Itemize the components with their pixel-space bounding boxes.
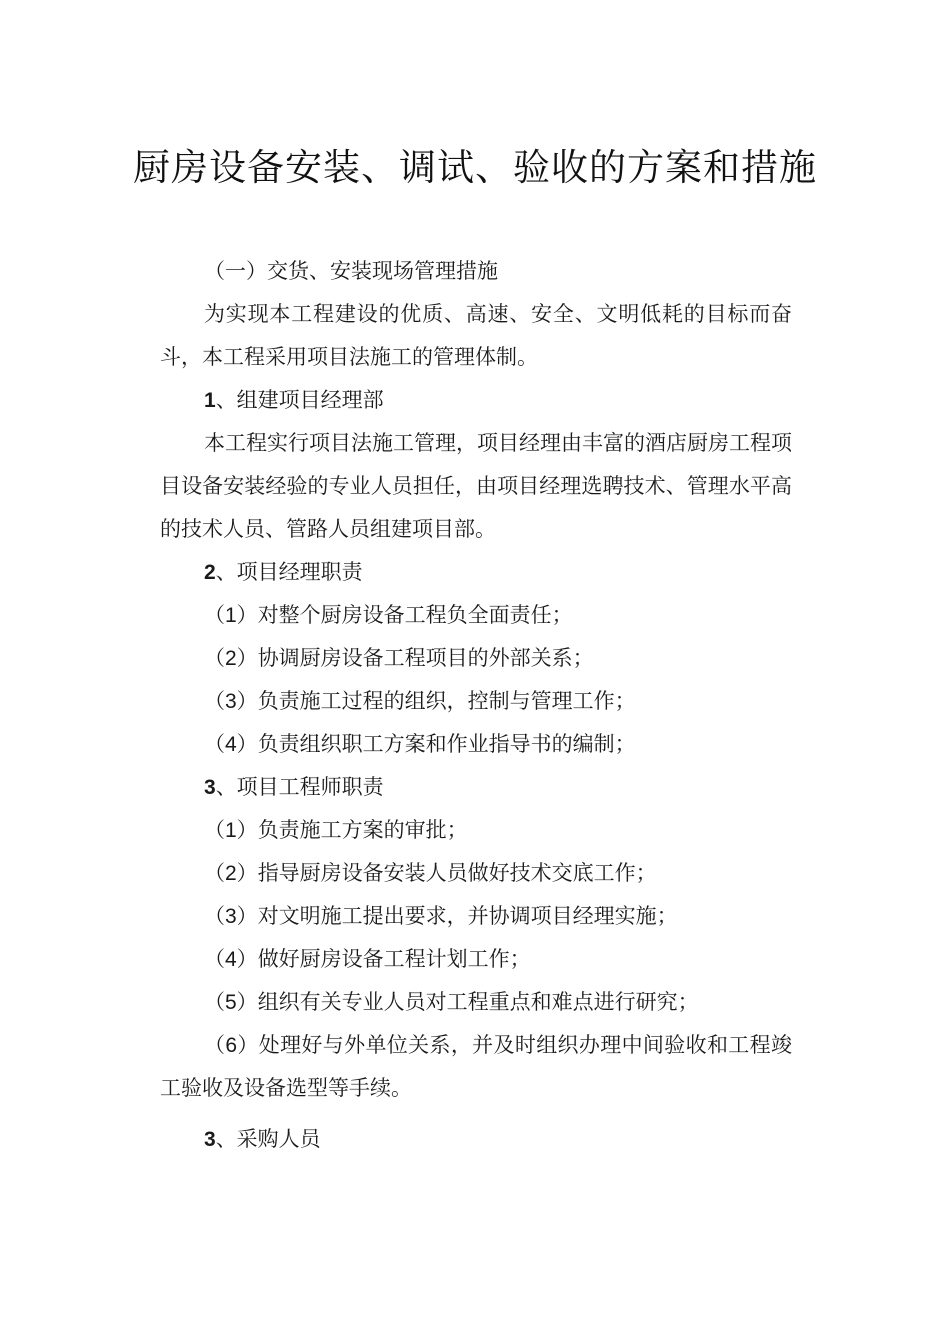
list-item-text: 处理好与外单位关系，并及时组织办理中间验收和工程竣工验收及设备选型等手续。 [160, 1033, 792, 1100]
list-item-text: 对整个厨房设备工程负全面责任； [257, 603, 573, 627]
list-item-number: （1） [204, 604, 258, 627]
section-4-heading [160, 1118, 792, 1161]
section-4-title: 、采购人员 [215, 1127, 321, 1151]
list-item-text: 负责施工过程的组织，控制与管理工作； [257, 689, 636, 713]
list-item [160, 723, 792, 766]
section-1-number: 1 [204, 389, 216, 412]
list-item-number: （2） [204, 647, 258, 670]
section-2-heading [160, 551, 792, 594]
list-item [160, 852, 792, 895]
list-item-number: （2） [204, 862, 258, 885]
list-item [160, 981, 792, 1024]
list-item-text: 做好厨房设备工程计划工作； [257, 947, 531, 971]
list-item-wrapped [160, 1024, 792, 1110]
section-3-number: 3 [204, 776, 216, 799]
list-item [160, 680, 792, 723]
section-2-number: 2 [204, 561, 216, 584]
list-item-text: 指导厨房设备安装人员做好技术交底工作； [257, 861, 657, 885]
list-item-text: 组织有关专业人员对工程重点和难点进行研究； [257, 990, 699, 1014]
list-item [160, 938, 792, 981]
section-4-number: 3 [204, 1128, 216, 1151]
section-1-heading [160, 379, 792, 422]
document-body [160, 250, 792, 1161]
list-item-number: （1） [204, 819, 258, 842]
list-item-number: （4） [204, 733, 258, 756]
document-title: 厨房设备安装、调试、验收的方案和措施 [133, 146, 817, 189]
list-item-number: （3） [204, 905, 258, 928]
list-item [160, 809, 792, 852]
section-3-title: 、项目工程师职责 [215, 775, 384, 799]
section-2-title: 、项目经理职责 [215, 560, 363, 584]
list-item-number: （6） [204, 1034, 259, 1057]
list-item-number: （5） [204, 991, 258, 1014]
section-heading: （一）交货、安装现场管理措施 [204, 259, 498, 283]
section-3-heading [160, 766, 792, 809]
intro-paragraph: 为实现本工程建设的优质、高速、安全、文明低耗的目标而奋斗，本工程采用项目法施工的管理体制。 [160, 302, 792, 369]
list-item-text: 负责施工方案的审批； [257, 818, 468, 842]
section-1-paragraph: 本工程实行项目法施工管理，项目经理由丰富的酒店厨房工程项目设备安装经验的专业人员担任，由项目经理选聘技术、管理水平高的技术人员、管路人员组建项目部。 [160, 431, 792, 541]
section-1-title: 、组建项目经理部 [215, 388, 384, 412]
list-item-text: 协调厨房设备工程项目的外部关系； [257, 646, 594, 670]
list-item-number: （3） [204, 690, 258, 713]
list-item-text: 对文明施工提出要求，并协调项目经理实施； [257, 904, 678, 928]
list-item-text: 负责组织职工方案和作业指导书的编制； [257, 732, 636, 756]
list-item [160, 895, 792, 938]
list-item [160, 594, 792, 637]
list-item-number: （4） [204, 948, 258, 971]
list-item [160, 637, 792, 680]
